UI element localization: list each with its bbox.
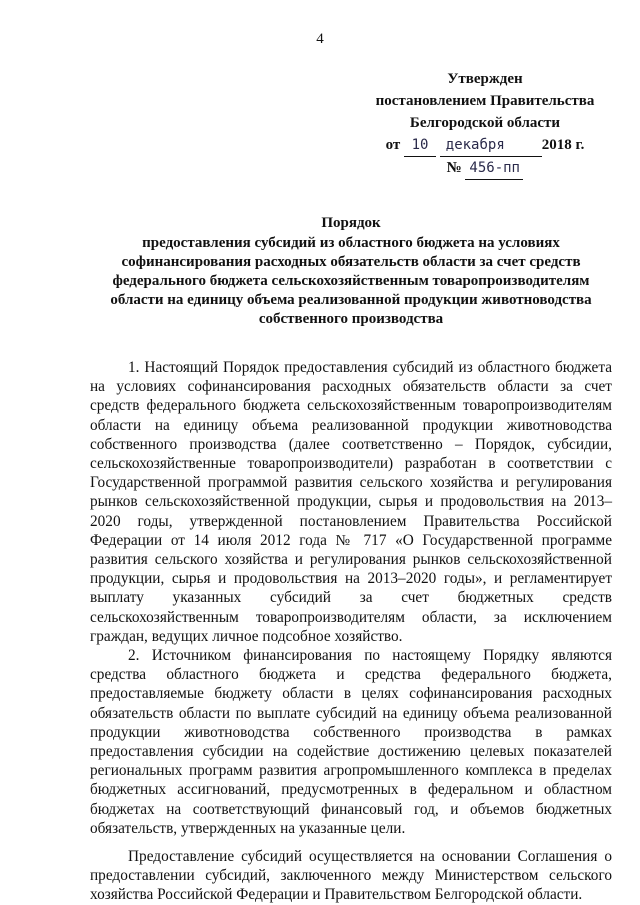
approval-number-line — [360, 157, 610, 180]
document-subtitle-line-3: федерального бюджета сельскохозяйственным товаропроизводителям — [112, 273, 590, 289]
document-subtitle-line-4: области на единицу объема реализованной продукции животноводства — [110, 292, 592, 308]
paragraph-3: Предоставление субсидий осуществляется на основании Соглашения о предоставлении субсидий, заключенного между Министерством сельского хозяйства Российской Федерации и Правительством Белгородской области. — [90, 848, 612, 904]
approval-date-day: 10 — [404, 134, 436, 157]
approval-date-month: декабря — [440, 134, 542, 157]
approval-number-value: 456-пп — [465, 157, 523, 180]
document-title — [90, 214, 612, 329]
approval-number-prefix: № — [446, 160, 462, 176]
approval-stamp — [360, 68, 610, 180]
paragraph-1: 1. Настоящий Порядок предоставления субсидий из областного бюджета на условиях софинансирования расходных обязательств области за счет средств федерального бюджета сельскохозяйственным товаропроизводителям области на единицу объема реализованной продукции животноводства собственного производства (далее соответственно – Порядок, субсидии, сельскохозяйственные товаропроизводители) разработан в соответствии с Государственной программой развития сельского хозяйства и регулирования рынков сельскохозяйственной продукции, сырья и продовольствия на 2013–2020 годы, утвержденной постановлением Правительства Российской Федерации от 14 июля 2012 года № 717 «О Государственной программе развития сельского хозяйства и регулирования рынков сельскохозяйственной продукции, сырья и продовольствия на 2013–2020 годы», и регламентирует выплату указанных субсидий за счет бюджетных средств сельскохозяйственным товаропроизводителям области, за исключением граждан, ведущих личное подсобное хозяйство. — [90, 359, 612, 645]
document-subtitle-line-1: предоставления субсидий из областного бюджета на условиях — [142, 235, 560, 251]
approval-line-resolution: постановлением Правительства — [375, 93, 595, 109]
approval-line-region: Белгородской области — [409, 115, 561, 131]
document-subtitle-line-2: софинансирования расходных обязательств области за счет средств — [121, 254, 581, 270]
approval-date-line — [360, 134, 610, 157]
document-body — [90, 358, 612, 905]
approval-date-prefix: от — [385, 137, 401, 153]
page-number: 4 — [316, 31, 324, 47]
document-subtitle-line-5: собственного производства — [258, 311, 444, 327]
paragraph-2: 2. Источником финансирования по настоящему Порядку являются средства областного бюджета и средства федерального бюджета, предоставляемые бюджету области в целях софинансирования расходных обязательств области по выплате субсидий на единицу объема реализованной продукции животноводства собственного производства в рамках предоставления субсидии на содействие достижению целевых показателей региональных программ развития агропромышленного комплекса в пределах бюджетных ассигнований, предусмотренных в федеральном и областном бюджетах на соответствующий финансовый год, и объемов бюджетных обязательств, утвержденных на указанные цели. — [90, 647, 612, 837]
document-heading: Порядок — [321, 215, 381, 231]
approval-date-year: 2018 г. — [541, 137, 585, 153]
approval-line-approved: Утвержден — [447, 71, 523, 87]
